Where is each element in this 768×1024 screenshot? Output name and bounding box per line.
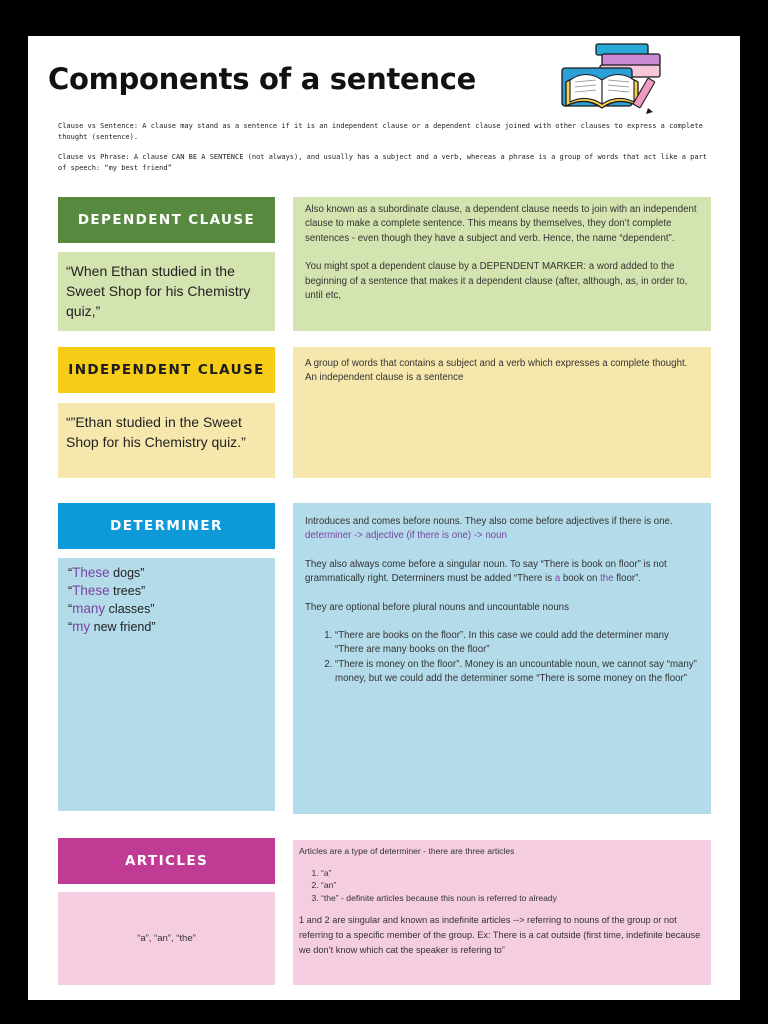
determiner-header: DETERMINER <box>58 503 275 549</box>
determiner-list-item: 2. “There is money on the floor”. Money is an uncountable noun, we cannot say “many” money, but we could add the determiner some “There is some money on the floor” <box>335 658 699 687</box>
intro-clause-vs-phrase: Clause vs Phrase: A clause CAN BE A SENTENCE (not always), and usually has a subject and a verb, whereas a phrase is a group of words that act like a part of speech: “my best friend” <box>58 153 708 172</box>
articles-example: “a”, “an”, “the” <box>137 933 196 944</box>
determiner-desc-p3: They are optional before plural nouns and uncountable nouns <box>305 601 569 613</box>
articles-desc-p2: 1 and 2 are singular and known as indefinite articles --> referring to nouns of the group or not referring to a specific member of the group. Ex: There is a cat outside (first time, indefinite because we don’t know which cat the speaker is refering to” <box>299 915 701 956</box>
articles-description <box>293 840 711 985</box>
intro-clause-vs-sentence: Clause vs Sentence: A clause may stand as a sentence if it is an independent clause or a dependent clause joined with other clauses to express a complete thought (sentence). <box>58 122 703 141</box>
dependent-desc-p1: Also known as a subordinate clause, a dependent clause needs to join with an independent clause to make a complete sentence. This means by themselves, they don’t complete sentences - even though they have a subject and verb. Hence, the name “dependent”. <box>305 204 697 244</box>
dependent-clause-example-box <box>58 252 275 331</box>
determiner-desc-p1: Introduces and comes before nouns. They also come before adjectives if there is one. determiner -> adjective (if there is one) -> noun <box>305 516 673 542</box>
determiner-example: “These trees” <box>68 583 146 598</box>
dependent-desc-p2: You might spot a dependent clause by a DEPENDENT MARKER: a word added to the beginning of a sentence that makes it a dependent clause (after, although, as, in order to, until etc, <box>305 261 688 302</box>
determiner-desc-list <box>305 629 699 687</box>
page-title: Components of a sentence <box>48 62 476 96</box>
independent-clause-description <box>293 347 711 478</box>
articles-desc-intro: Articles are a type of determiner - there are three articles <box>299 846 515 856</box>
determiner-example: “my new friend” <box>68 619 156 634</box>
determiner-formula: determiner -> adjective (if there is one) -> noun <box>305 530 507 542</box>
articles-list-item: 1. “a” <box>321 867 705 880</box>
determiner-example-box <box>58 558 275 811</box>
open-book-stack-icon <box>556 42 666 114</box>
dependent-clause-description <box>293 197 711 331</box>
independent-clause-header: INDEPENDENT CLAUSE <box>58 347 275 393</box>
determiner-desc-p2: They also always come before a singular noun. To say “There is book on floor” is not grammatically right. Determiners must be added “There is a book on the floor”. <box>305 558 667 585</box>
independent-clause-example-box <box>58 403 275 478</box>
articles-desc-list <box>299 867 705 905</box>
articles-header: ARTICLES <box>58 838 275 884</box>
dependent-clause-header: DEPENDENT CLAUSE <box>58 197 275 243</box>
independent-desc: A group of words that contains a subject and a verb which expresses a complete thought. An independent clause is a sentence <box>305 358 688 384</box>
articles-list-item: 2. “an” <box>321 879 705 892</box>
articles-list-item: 3. “the” - definite articles because this noun is referred to already <box>321 892 705 905</box>
dependent-clause-example: “When Ethan studied in the Sweet Shop for his Chemistry quiz,” <box>66 263 251 319</box>
determiner-list-item: 1. “There are books on the floor”. In this case we could add the determiner many “There are many books on the floor” <box>335 629 699 658</box>
articles-example-box <box>58 892 275 985</box>
worksheet-page <box>28 36 740 1000</box>
determiner-description <box>293 503 711 814</box>
determiner-examples <box>58 558 275 642</box>
independent-clause-example: “”Ethan studied in the Sweet Shop for his Chemistry quiz.” <box>66 414 246 450</box>
determiner-example: “many classes” <box>68 601 155 616</box>
determiner-example: “These dogs” <box>68 565 145 580</box>
